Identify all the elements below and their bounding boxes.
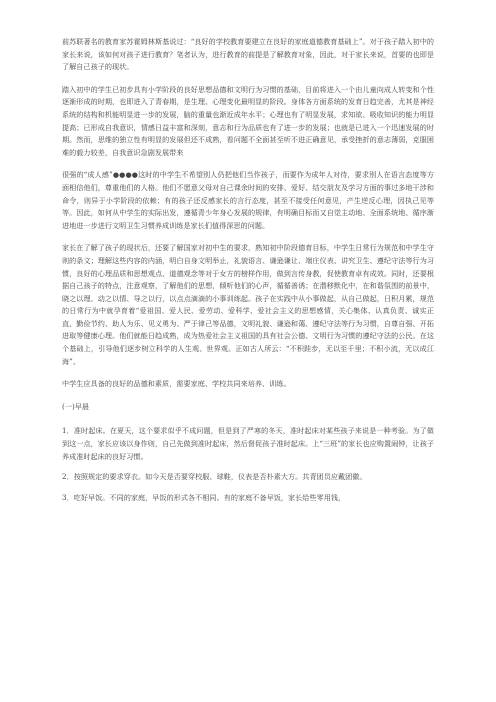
section-heading-morning: (一)早晨 xyxy=(62,401,90,411)
paragraph-adult-sense: 很强的“成人感”●●●●这时的中学生不希望别人仍把他们当作孩子，而要作为成年人对待，要求别人在语言态度等方面相信他们，尊重他们的人格。他们不愿意父母对自己课余时间的安排、爱好、结交朋友及学习方面的事过多地干涉和命令，则异于小学阶段的依赖；有的孩子还反感家长的言行态度，甚至不接受任何意见，产生逆反心理，因执己见等等。因此，如何从中学生的实际出发，遵循青少年身心发展的规律，有明确目标而又自觉主动地、全面系统地、循序渐进地进一步进行文明卫生习惯养成训练是家长们值得深思的问题。 xyxy=(62,170,434,230)
list-item-breakfast: 3．吃好早饭。不同的家庭，早饭的形式各不相同。有的家庭不备早饭，家长给些零用钱， xyxy=(62,492,346,502)
paragraph-parent-guidance: 家长在了解了孩子的现状后，还要了解国家对初中生的要求，熟知初中阶段德育目标，中学生日常行为规范和中学生守则的条文；理解这些内容的内涵，明白自身文明举止，礼貌语言、谦逊谦让、端庄仪表、讲究卫生、遵纪守法等行为习惯，良好的心理品质和思想观点、道德观念等对于女方的榜样作用，做到言传身教，促使教育卓有成效。同时，还要根据自己孩子的特点，注意观察，了解他们的思想，倾听他们的心声，循循善诱；在潜移默化中，在和谐氛围的前景中，晓之以理、动之以情、导之以行，以点点滴滴的小事训练起。孩子在实践中从小事做起，从自己做起，日积月累，规范的日常行为中就孕育着“爱祖国、爱人民、爱劳动、爱科学、爱社会主义的思想感情，关心集体、认真负责、诚实正直、勤俭节约、助人为乐、见义勇为、严于律己等品德，文明礼貌、谦逊和蔼、遵纪守法等行为习惯，自尊自强、开拓进取等健康心理。他们就能日趋成熟，成为热爱社会主义祖国的具有社会公德、文明行为习惯的遵纪守法的公民。在这个基础上，引导他们逐步树立科学的人生观、世界观。正如古人所云：“不积跬步，无以至千里；不积小流，无以成江海”。 xyxy=(62,243,434,366)
list-item-dress: 2．按照规定的要求穿衣。如今天是否要穿校服、球鞋，仪表是否朴素大方。共青团员应戴团徽。 xyxy=(62,472,367,482)
paragraph-adolescence: 踏入初中的学生已初步具有小学阶段的良好思想品德和文明行为习惯的基础，目前将进入一个由儿童向成人转变和个性逐渐形成的时期，也即进入了青春期，是生理、心理变化最明显的阶段。身体各方面系统的发育日趋完善，尤其是神经系统的结构和机能明显进一步的发展，脑的重量也渐近成年水平；心理也有了明显发展，求知欲、吸收知识的能力明显提高；已形成自我意识，情感日益丰富和深刻，意志和行为品质也有了进一步的发展；也就是已进入一个迅速发展的时期。然而，思维的独立性有明显的发展但还不成熟，看问题不全面甚至听不进正确意见，承受挫折的意志薄弱，克服困难的毅力较差，自我意识急剧发展带来 xyxy=(62,84,434,157)
list-item-wake-up: 1．准时起床。在夏天，这个要求似乎不成问题，但是到了严寒的冬天，准时起床对某些孩子来说是一种考验。为了做到这一点，家长应该以身作则，自己先做到准时起床，然后督促孩子准时起床。上“三班”的家长也应购置闹钟，让孩子养成准时起床的良好习惯。 xyxy=(62,426,434,461)
paragraph-summary: 中学生应具备的良好的品德和素质，需要家庭、学校共同来培养、训练。 xyxy=(62,379,291,389)
paragraph-intro: 前苏联著名的教育家苏霍姆林斯基说过：“良好的学校教育要建立在良好的家庭道德教育基础上”。对于孩子踏入初中的家长来说，该如何对孩子进行教育？笔者认为，进行教育的前提是了解教育对象，因此，对于家长来说，首要的也即是了解自己孩子的现状。 xyxy=(62,37,434,72)
